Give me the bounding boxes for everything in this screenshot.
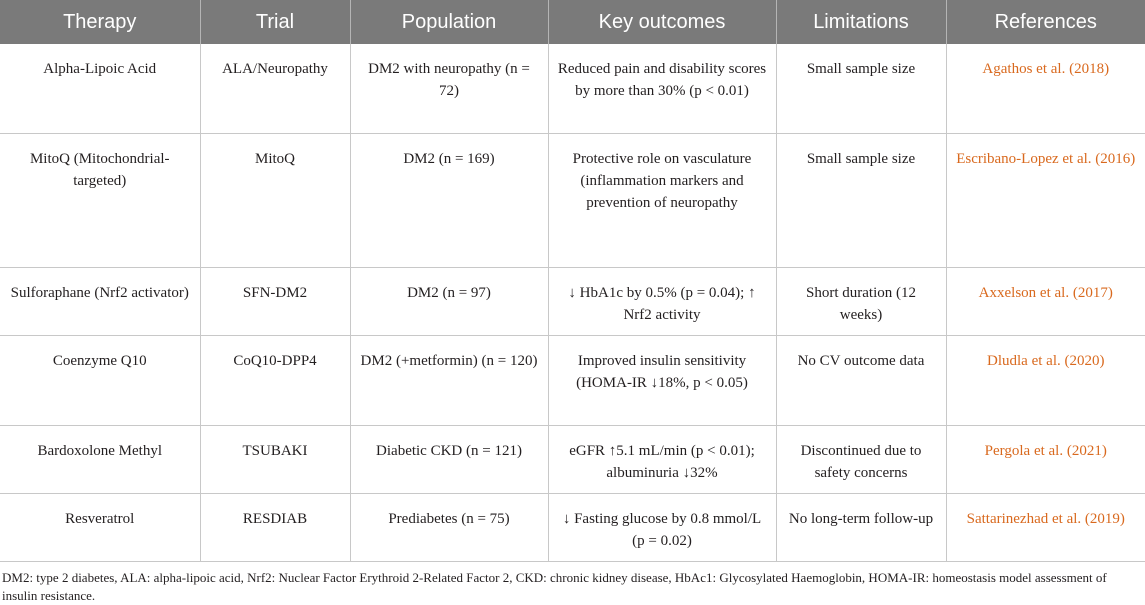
table-row (0, 426, 1145, 494)
cell-therapy: MitoQ (Mitochondrial-targeted) (0, 134, 200, 268)
header-trial: Trial (200, 0, 350, 44)
table-footnote: DM2: type 2 diabetes, ALA: alpha-lipoic acid, Nrf2: Nuclear Factor Erythroid 2-Related Factor 2, CKD: chronic kidney disease, HbAc1: Glycosylated Haemoglobin, HOMA-IR: homeostasis model assessment of insulin resistance. (2, 570, 1107, 603)
header-references: References (946, 0, 1145, 44)
reference-link[interactable]: Escribano-Lopez et al. (2016) (946, 134, 1145, 268)
cell-trial: RESDIAB (200, 494, 350, 562)
cell-outcomes: Reduced pain and disability scores by more than 30% (p < 0.01) (548, 44, 776, 134)
cell-therapy: Bardoxolone Methyl (0, 426, 200, 494)
cell-limitations: No CV outcome data (776, 336, 946, 426)
cell-limitations: Discontinued due to safety concerns (776, 426, 946, 494)
cell-trial: CoQ10-DPP4 (200, 336, 350, 426)
cell-therapy: Resveratrol (0, 494, 200, 562)
header-population: Population (350, 0, 548, 44)
header-row (0, 0, 1145, 44)
cell-population: DM2 (n = 169) (350, 134, 548, 268)
reference-link[interactable]: Sattarinezhad et al. (2019) (946, 494, 1145, 562)
cell-population: Prediabetes (n = 75) (350, 494, 548, 562)
cell-population: DM2 with neuropathy (n = 72) (350, 44, 548, 134)
cell-trial: TSUBAKI (200, 426, 350, 494)
header-therapy: Therapy (0, 0, 200, 44)
table-row (0, 336, 1145, 426)
cell-limitations: Small sample size (776, 44, 946, 134)
cell-population: DM2 (+metformin) (n = 120) (350, 336, 548, 426)
cell-outcomes: Protective role on vasculature (inflammation markers and prevention of neuropathy (548, 134, 776, 268)
cell-therapy: Alpha-Lipoic Acid (0, 44, 200, 134)
table-header (0, 0, 1145, 44)
cell-limitations: Small sample size (776, 134, 946, 268)
cell-therapy: Sulforaphane (Nrf2 activator) (0, 268, 200, 336)
cell-outcomes: Improved insulin sensitivity (HOMA-IR ↓18%, p < 0.05) (548, 336, 776, 426)
cell-trial: MitoQ (200, 134, 350, 268)
cell-trial: ALA/Neuropathy (200, 44, 350, 134)
table-row (0, 268, 1145, 336)
cell-limitations: Short duration (12 weeks) (776, 268, 946, 336)
table-body (0, 44, 1145, 562)
reference-link[interactable]: Dludla et al. (2020) (946, 336, 1145, 426)
cell-outcomes: eGFR ↑5.1 mL/min (p < 0.01); albuminuria ↓32% (548, 426, 776, 494)
cell-limitations: No long-term follow-up (776, 494, 946, 562)
cell-therapy: Coenzyme Q10 (0, 336, 200, 426)
header-limitations: Limitations (776, 0, 946, 44)
table-row (0, 134, 1145, 268)
cell-outcomes: ↓ Fasting glucose by 0.8 mmol/L (p = 0.02) (548, 494, 776, 562)
header-key-outcomes: Key outcomes (548, 0, 776, 44)
cell-population: DM2 (n = 97) (350, 268, 548, 336)
reference-link[interactable]: Axxelson et al. (2017) (946, 268, 1145, 336)
table-row (0, 44, 1145, 134)
cell-outcomes: ↓ HbA1c by 0.5% (p = 0.04); ↑ Nrf2 activity (548, 268, 776, 336)
reference-link[interactable]: Agathos et al. (2018) (946, 44, 1145, 134)
reference-link[interactable]: Pergola et al. (2021) (946, 426, 1145, 494)
cell-population: Diabetic CKD (n = 121) (350, 426, 548, 494)
table-row (0, 494, 1145, 562)
cell-trial: SFN-DM2 (200, 268, 350, 336)
